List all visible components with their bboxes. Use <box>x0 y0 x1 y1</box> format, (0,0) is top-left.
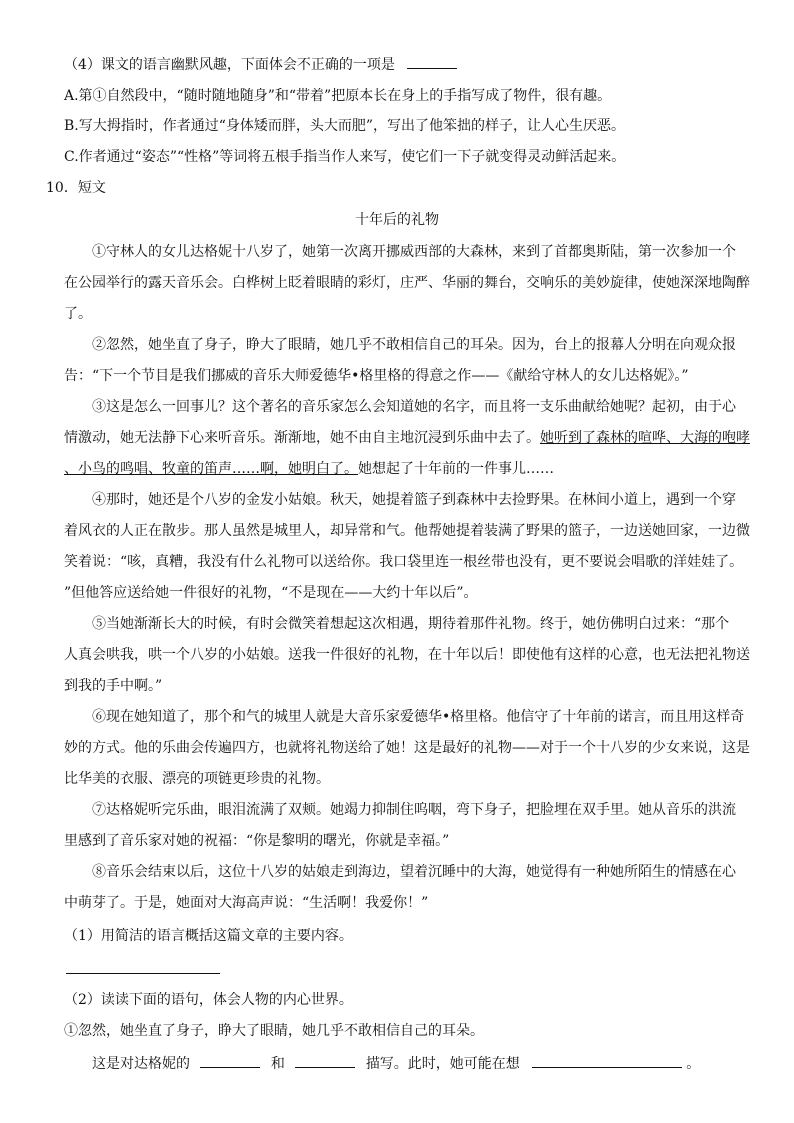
fill-end: 。 <box>686 1056 701 1072</box>
p7-line: ⑦达格妮听完乐曲，眼泪流满了双颊。她竭力抑制住呜咽，弯下身子，把脸埋在双手里。她从音乐的洪流 <box>92 802 736 818</box>
p8-line: ⑧音乐会结束以后，这位十八岁的姑娘走到海边，望着沉睡中的大海，她觉得有一种她所陌生的情感在心 <box>92 864 736 880</box>
fill-blank-3[interactable] <box>532 1053 682 1068</box>
p3-text: 情激动，她无法静下心来听音乐。渐渐地，她不由自主地沉浸到乐曲中去了。 <box>64 430 540 446</box>
p1-line: 了。 <box>64 306 92 322</box>
p6-line: ⑥现在她知道了，那个和气的城里人就是大音乐家爱德华•格里格。他信守了十年前的诺言，而且用这样奇 <box>92 709 745 725</box>
p3-underlined-text: 、小鸟的鸣唱、牧童的笛声……啊，她明白了。 <box>64 461 358 477</box>
p6-line: 妙的方式。他的乐曲会传遍四方，也就将礼物送给了她！这是最好的礼物——对于一个十八岁的少女来说，这是 <box>64 740 750 756</box>
p3-line <box>64 428 750 448</box>
q4-option-b: B.写大拇指时，作者通过“身体矮而胖，头大而肥”，写出了他笨拙的样子，让人心生厌恶。 <box>64 118 626 134</box>
p3-text: 她想起了十年前的一件事儿…… <box>358 461 554 477</box>
fill-blank-1[interactable] <box>200 1053 260 1068</box>
q4-answer-blank[interactable] <box>407 54 457 69</box>
q4-stem-line <box>64 54 744 75</box>
fill-blank-2[interactable] <box>295 1053 355 1068</box>
p3-line: ③这是怎么一回事儿？这个著名的音乐家怎么会知道她的名字，而且将一支乐曲献给她呢？起初，由于心 <box>92 399 736 415</box>
sub-question-2: （2）读读下面的语句，体会人物的内心世界。 <box>64 992 353 1008</box>
p7-line: 里感到了音乐家对她的祝福：“你是黎明的曙光，你就是幸福。” <box>64 833 450 849</box>
p5-line: 人真会哄我，哄一个八岁的小姑娘。送我一件很好的礼物，在十年以后！即使他有这样的心意，也无法把礼物送 <box>64 647 750 663</box>
fill-prefix: 这是对达格妮的 <box>92 1056 190 1072</box>
p4-line: ”但他答应送给她一件很好的礼物，“不是现在——大约十年以后”。 <box>64 585 478 601</box>
q10-label: 10．短文 <box>46 180 106 196</box>
p3-line <box>64 459 744 479</box>
passage-title: 十年后的礼物 <box>355 212 439 228</box>
p1-line: 在公园举行的露天音乐会。白桦树上眨着眼睛的彩灯，庄严、华丽的舞台，交响乐的美妙旋律，使她深深地陶醉 <box>64 275 750 291</box>
sub-question-2-fill-line <box>92 1053 772 1074</box>
q4-stem: （4）课文的语言幽默风趣，下面体会不正确的一项是 <box>64 57 395 73</box>
sub-question-1-answer-line[interactable] <box>66 973 220 974</box>
fill-and: 和 <box>270 1056 285 1072</box>
p2-line: ②忽然，她坐直了身子，睁大了眼睛，她几乎不敢相信自己的耳朵。因为，台上的报幕人分明在向观众报 <box>92 337 736 353</box>
p3-underlined-text: 她听到了森林的喧哗、大海的咆哮 <box>540 430 750 446</box>
p4-line: 笑着说：“咳，真糟，我没有什么礼物可以送给你。我口袋里连一根丝带也没有，更不要说会唱歌的洋娃娃了。 <box>64 554 744 570</box>
q4-option-c: C.作者通过“姿态”“性格”等词将五根手指当作人来写，使它们一下子就变得灵动鲜活起来。 <box>64 149 626 165</box>
q4-option-a: A.第①自然段中，“随时随地随身”和“带着”把原本长在身上的手指写成了物件，很有趣。 <box>64 88 612 104</box>
sub-question-2-quote: ①忽然，她坐直了身子，睁大了眼睛，她几乎不敢相信自己的耳朵。 <box>64 1023 484 1039</box>
fill-describe: 描写。此时，她可能在想 <box>365 1056 520 1072</box>
sub-question-1: （1）用简洁的语言概括这篇文章的主要内容。 <box>64 928 353 944</box>
p4-line: 着风衣的人正在散步。那人虽然是城里人，却异常和气。他帮她提着装满了野果的篮子，一边送她回家，一边微 <box>64 523 750 539</box>
p1-line: ①守林人的女儿达格妮十八岁了，她第一次离开挪威西部的大森林，来到了首都奥斯陆，第一次参加一个 <box>92 244 736 260</box>
p8-line: 中萌芽了。于是，她面对大海高声说：“生活啊！我爱你！” <box>64 895 429 911</box>
p4-line: ④那时，她还是个八岁的金发小姑娘。秋天，她提着篮子到森林中去捡野果。在林间小道上，遇到一个穿 <box>92 492 736 508</box>
p6-line: 比华美的衣服、漂亮的项链更珍贵的礼物。 <box>64 771 330 787</box>
p5-line: 到我的手中啊。” <box>64 678 163 694</box>
p5-line: ⑤当她渐渐长大的时候，有时会微笑着想起这次相遇，期待着那件礼物。终于，她仿佛明白过来：“那个 <box>92 616 730 632</box>
p2-line: 告：“下一个节目是我们挪威的音乐大师爱德华•格里格的得意之作——《献给守林人的女儿达格妮》。” <box>64 368 689 384</box>
